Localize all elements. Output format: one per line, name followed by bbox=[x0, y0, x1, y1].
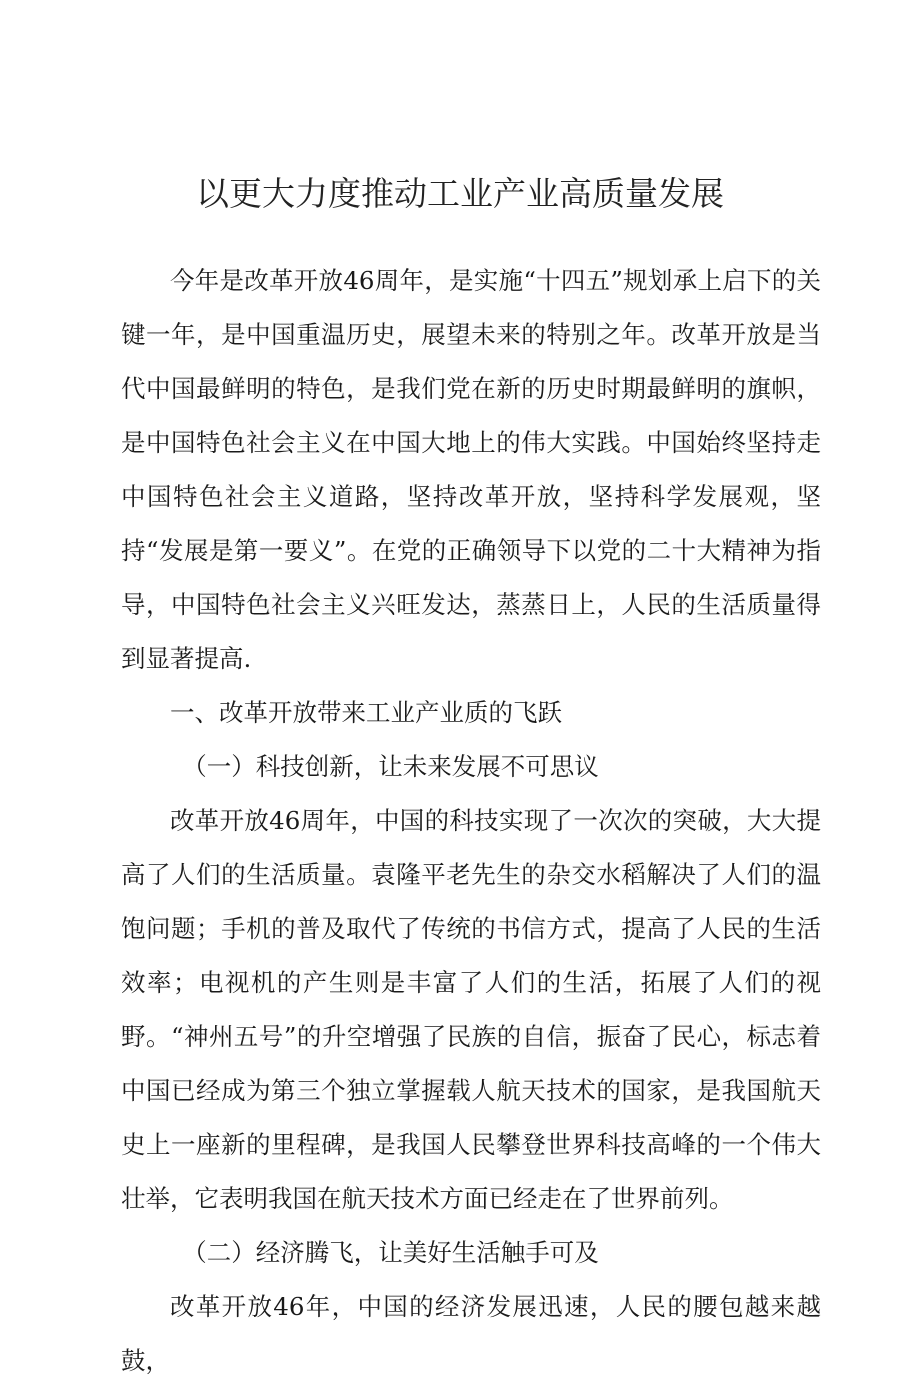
subsection-1-paragraph: 改革开放46周年，中国的科技实现了一次次的突破，大大提高了人们的生活质量。袁隆平老先生的杂交水稻解决了人们的温饱问题；手机的普及取代了传统的书信方式，提高了人民的生活效率；电视机的产生则是丰富了人们的生活，拓展了人们的视野。“神州五号”的升空增强了民族的自信，振奋了民心，标志着中国已经成为第三个独立掌握载人航天技术的国家，是我国航天史上一座新的里程碑，是我国人民攀登世界科技高峰的一个伟大壮举，它表明我国在航天技术方面已经走在了世界前列。 bbox=[121, 806, 821, 1213]
intro-paragraph: 今年是改革开放46周年，是实施“十四五”规划承上启下的关键一年，是中国重温历史，展望未来的特别之年。改革开放是当代中国最鲜明的特色，是我们党在新的历史时期最鲜明的旗帜，是中国特色社会主义在中国大地上的伟大实践。中国始终坚持走中国特色社会主义道路，坚持改革开放，坚持科学发展观，坚持“发展是第一要义”。在党的正确领导下以党的二十大精神为指导，中国特色社会主义兴旺发达，蒸蒸日上，人民的生活质量得到显著提高. bbox=[121, 266, 821, 673]
section-heading-1: 一、改革开放带来工业产业质的飞跃 bbox=[170, 698, 562, 727]
document-title: 以更大力度推动工业产业高质量发展 bbox=[196, 174, 724, 213]
subsection-heading-1: （一）科技创新，让未来发展不可思议 bbox=[182, 752, 599, 781]
document-body bbox=[121, 254, 821, 1388]
subsection-heading-2: （二）经济腾飞，让美好生活触手可及 bbox=[182, 1238, 599, 1267]
subsection-2-paragraph: 改革开放46年，中国的经济发展迅速，人民的腰包越来越鼓， bbox=[121, 1292, 821, 1375]
